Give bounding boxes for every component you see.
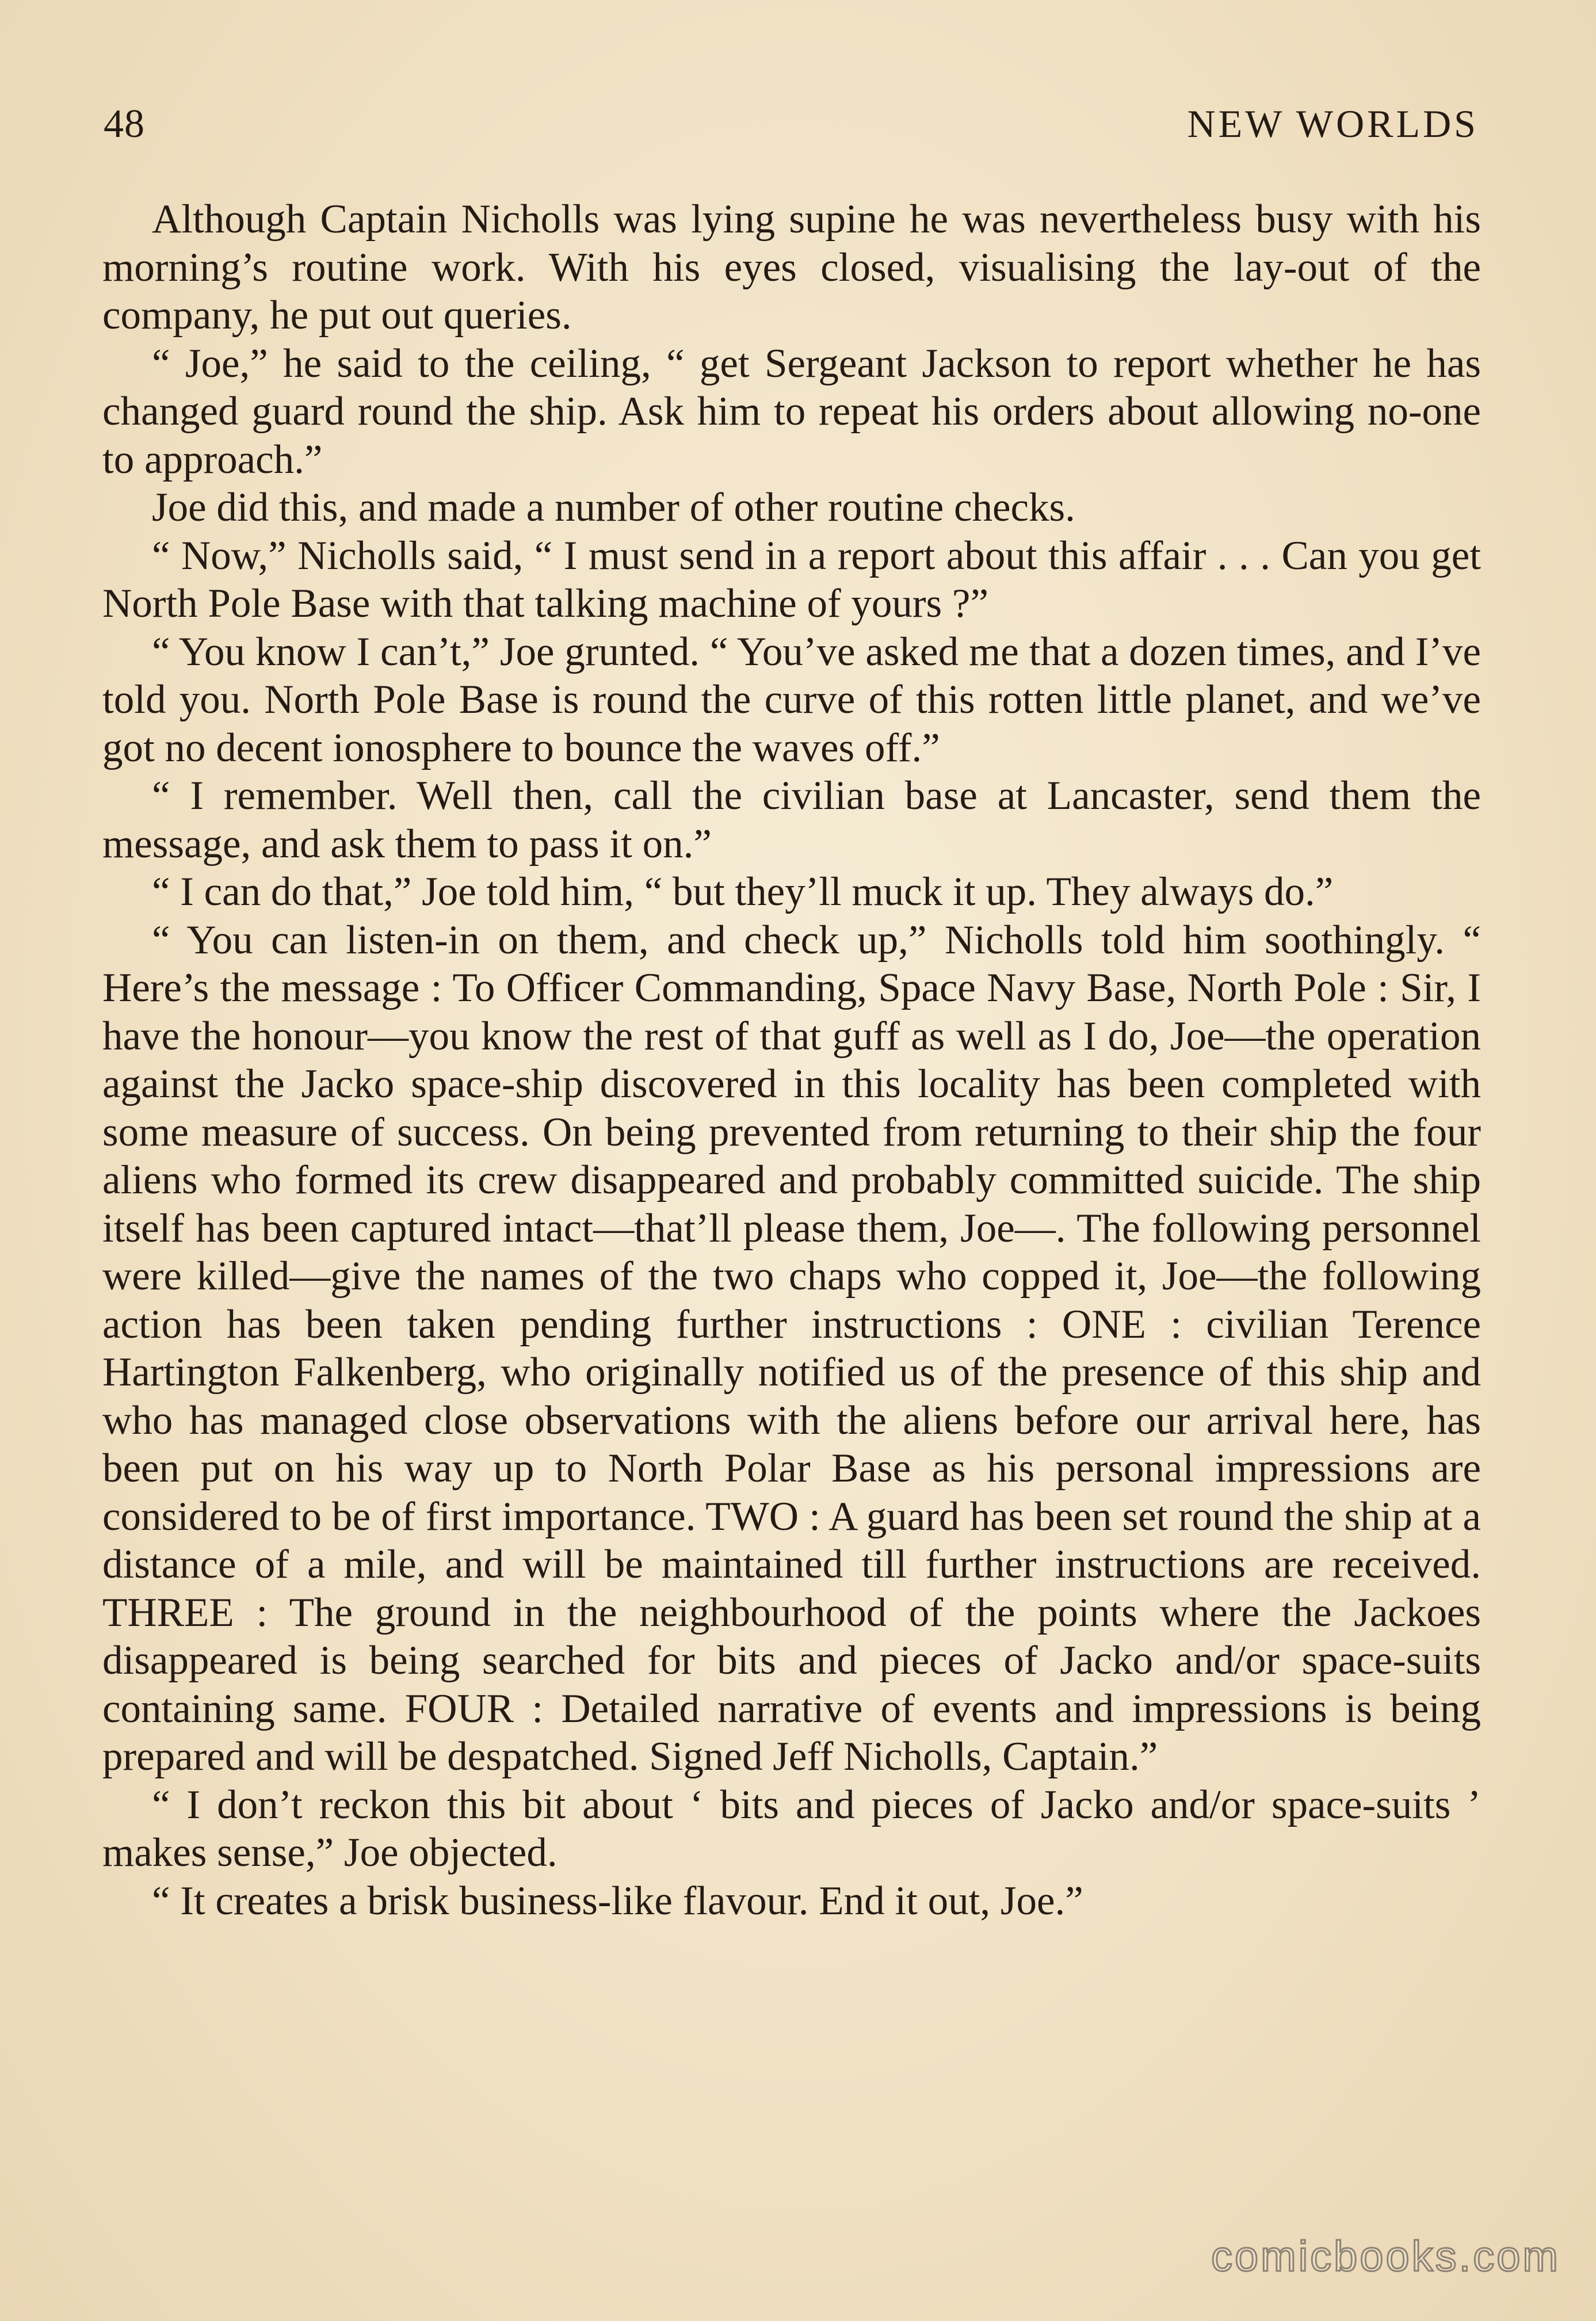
paragraph: “ I remember. Well then, call the civilian base at Lancaster, send them the message, and ask them to pass it on.” <box>102 773 1481 866</box>
paragraph: “ You know I can’t,” Joe grunted. “ You’ve asked me that a dozen times, and I’ve told you. North Pole Base is round the curve of this rotten little planet, and we’ve got no decent ionosphere to bounce the waves off.” <box>102 629 1481 770</box>
paragraph: Although Captain Nicholls was lying supine he was nevertheless busy with his morning’s routine work. With his eyes closed, visualising the lay-out of the company, he put out queries. <box>102 197 1481 338</box>
paragraph: “ Now,” Nicholls said, “ I must send in a report about this affair . . . Can you get North Pole Base with that talking machine of yours ?” <box>102 533 1481 626</box>
paragraph: Joe did this, and made a number of other routine checks. <box>152 485 1075 530</box>
paragraph: “ It creates a brisk business-like flavour. End it out, Joe.” <box>152 1878 1083 1923</box>
paragraph: “ Joe,” he said to the ceiling, “ get Sergeant Jackson to report whether he has changed guard round the ship. Ask him to repeat his orders about allowing no-one to approach.” <box>102 341 1481 482</box>
running-title: NEW WORLDS <box>1187 102 1479 146</box>
page-number: 48 <box>104 102 145 146</box>
paragraph: “ I can do that,” Joe told him, “ but they’ll muck it up. They always do.” <box>152 869 1334 914</box>
watermark: comicbooks.com <box>1211 2232 1560 2280</box>
page-header <box>104 101 1479 159</box>
paragraph: “ You can listen-in on them, and check up,” Nicholls told him soothingly. “ Here’s the message : To Officer Commanding, Space Navy Base, North Pole : Sir, I have the honour—you know the rest of that guff as well as I do, Joe—the operation against the Jacko space-ship discovered in this locality has been completed with some measure of success. On being prevented from returning to their ship the four aliens who formed its crew disappeared and probably committed suicide. The ship itself has been captured intact—that’ll please them, Joe—. The following personnel were killed—give the names of the two chaps who copped it, Joe—the following action has been taken pending further instructions : ONE : civilian Terence Hartington Falkenberg, who originally notified us of the presence of this ship and who has managed close observations with the aliens before our arrival here, has been put on his way up to North Polar Base as his personal impressions are considered to be of first importance. TWO : A guard has been set round the ship at a distance of a mile, and will be maintained till further instructions are received. THREE : The ground in the neighbourhood of the points where the Jackoes disappeared is being searched for bits and pieces of Jacko and/or space-suits containing same. FOUR : Detailed narrative of events and impressions is being prepared and will be despatched. Signed Jeff Nicholls, Captain.” <box>102 917 1481 1779</box>
story-text <box>102 196 1481 1925</box>
paragraph: “ I don’t reckon this bit about ‘ bits and pieces of Jacko and/or space-suits ’ makes sense,” Joe objected. <box>102 1782 1481 1875</box>
